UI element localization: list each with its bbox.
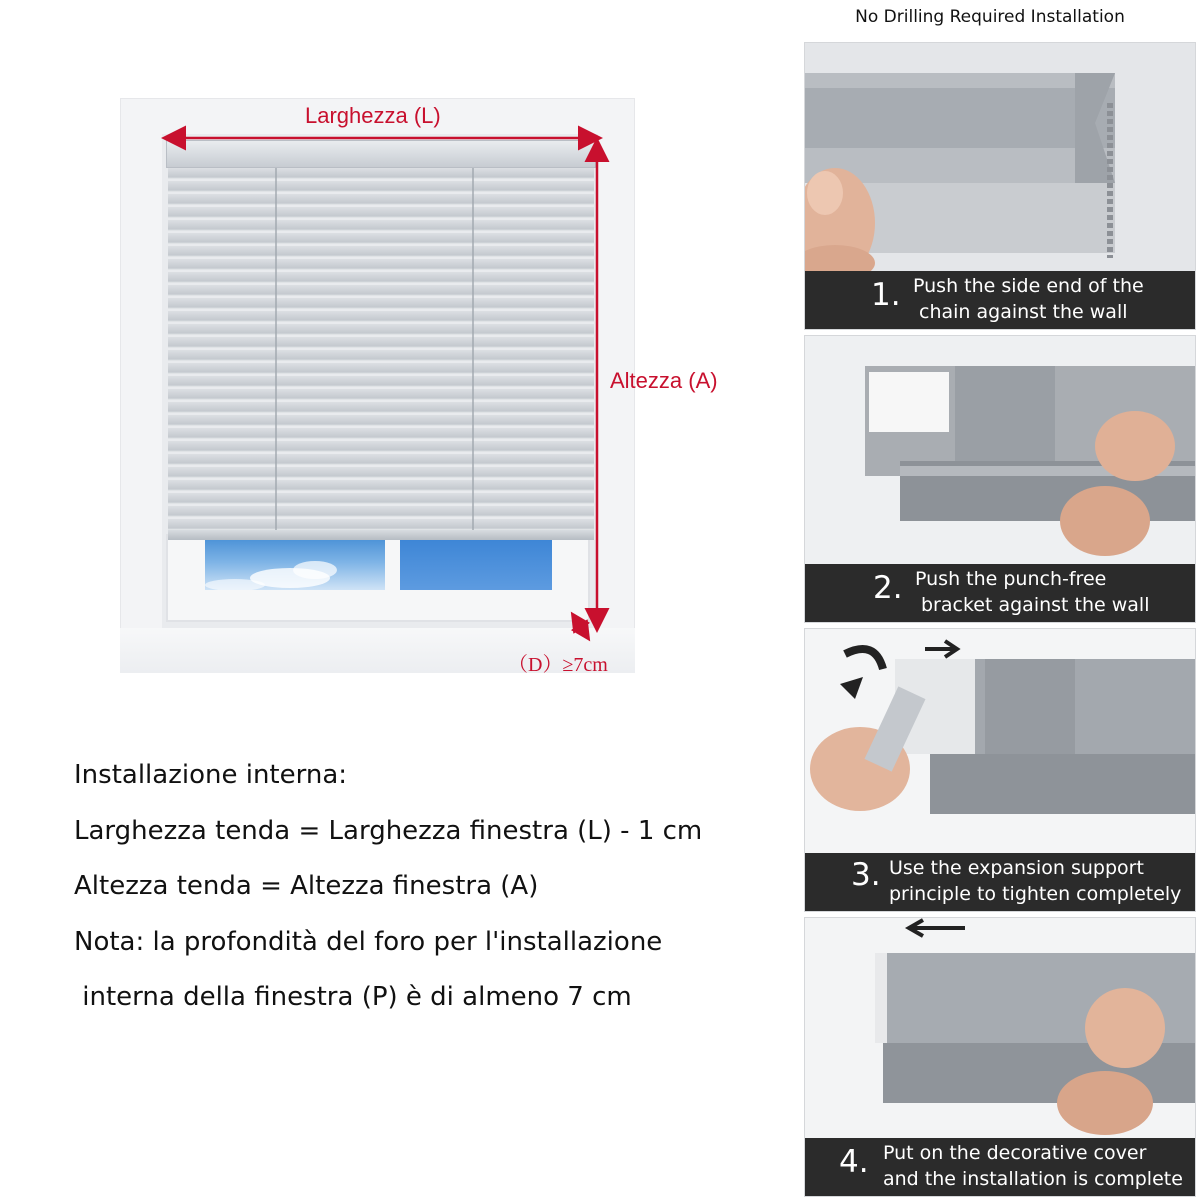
step-3-number: 3.: [851, 857, 881, 893]
step-panel-3: [804, 628, 1196, 912]
step-4-caption: [805, 1138, 1195, 1196]
step-3-caption-line2: principle to tighten completely: [889, 883, 1182, 905]
step-2-caption-line1: Push the punch-free: [915, 568, 1107, 590]
step-2-caption: [805, 564, 1195, 622]
height-label: Altezza (A): [610, 368, 718, 393]
step-panel-4: [804, 917, 1196, 1197]
step-1-caption: [805, 271, 1195, 329]
step-panel-2: [804, 335, 1196, 623]
step-2-caption-line2: bracket against the wall: [921, 594, 1150, 616]
depth-label: （D）≥7cm: [508, 654, 608, 676]
step-4-number: 4.: [839, 1144, 869, 1180]
step-2-photo: [805, 336, 1196, 566]
instruction-height-formula: Altezza tenda = Altezza finestra (A): [74, 871, 539, 901]
step-1-caption-line1: Push the side end of the: [913, 275, 1144, 297]
width-label: Larghezza (L): [305, 103, 441, 128]
depth-arrow: [573, 615, 588, 638]
step-4-caption-line1: Put on the decorative cover: [883, 1142, 1147, 1164]
step-1-photo: [805, 43, 1196, 273]
step-1-number: 1.: [871, 277, 901, 313]
step-3-caption: [805, 853, 1195, 911]
step-2-number: 2.: [873, 570, 903, 606]
step-3-caption-line1: Use the expansion support: [889, 857, 1144, 879]
step-panel-1: [804, 42, 1196, 330]
instruction-heading: Installazione interna:: [74, 760, 348, 790]
installation-instructions: [74, 748, 774, 1026]
window-blind-illustration: [0, 0, 790, 700]
right-column-title: No Drilling Required Installation: [855, 7, 1125, 27]
step-4-caption-line2: and the installation is complete: [883, 1168, 1183, 1190]
instruction-width-formula: Larghezza tenda = Larghezza finestra (L) - 1 cm: [74, 815, 703, 846]
step-1-caption-line2: chain against the wall: [919, 301, 1128, 323]
step-4-photo: [805, 918, 1196, 1140]
instruction-note: Nota: la profondità del foro per l'installazione: [74, 926, 663, 957]
step-3-photo: [805, 629, 1196, 855]
instruction-note-continued: interna della finestra (P) è di almeno 7 cm: [74, 982, 632, 1012]
